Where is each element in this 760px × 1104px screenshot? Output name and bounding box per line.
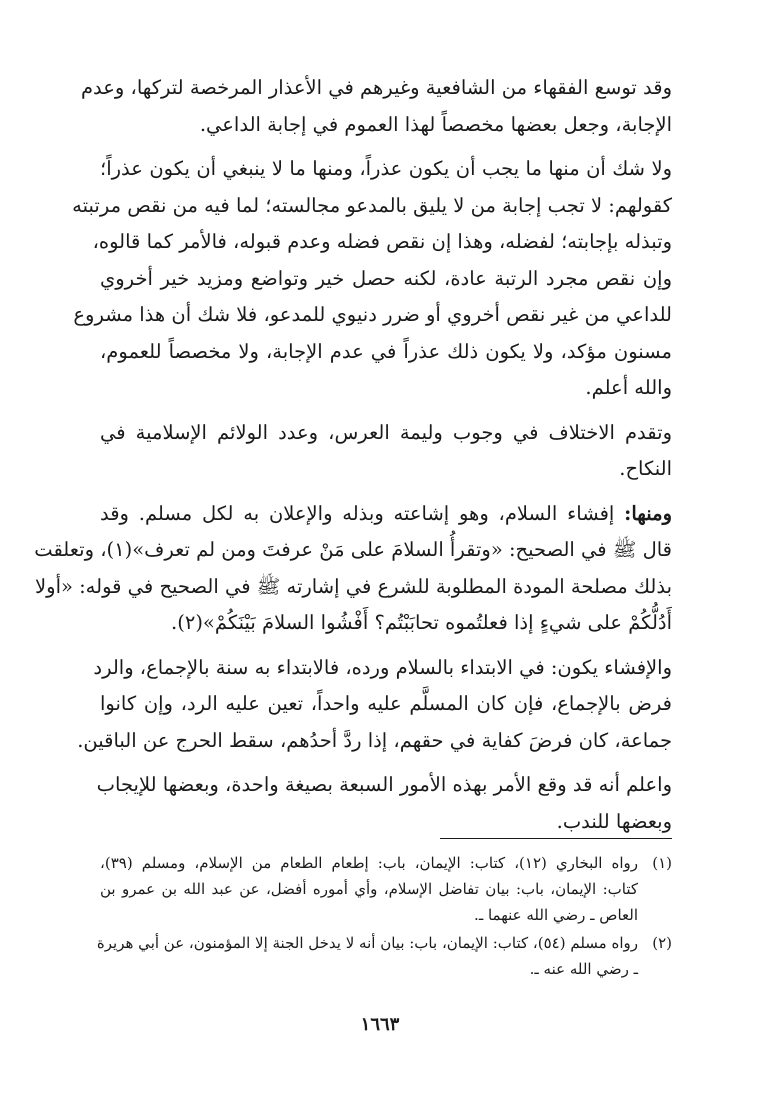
text-line: وتقدم الاختلاف في وجوب وليمة العرس، وعدد الولائم الإسلامية في: [100, 420, 672, 444]
text-line: وقد توسع الفقهاء من الشافعية وغيرهم في الأعذار المرخصة لتركها، وعدم: [80, 76, 672, 99]
footnote-line: رواه مسلم (٥٤)، كتاب: الإيمان، باب: بيان أنه لا يدخل الجنة إلا المؤمنون، عن أبي هريرة: [96, 934, 638, 952]
paragraph-lead: ومنها:: [624, 501, 672, 525]
text-line: واعلم أنه قد وقع الأمر بهذه الأمور السبعة بصيغة واحدة، وبعضها للإيجاب: [96, 773, 672, 796]
main-text: [34, 70, 672, 848]
text-line: الإجابة، وجعل بعضها مخصصاً لهذا العموم في إجابة الداعي.: [199, 112, 672, 136]
footnote-2: [96, 930, 672, 982]
footnote-body: [100, 850, 638, 928]
footnotes: [96, 850, 672, 984]
text-line: والله أعلم.: [585, 376, 672, 399]
footnote-line: ـ رضي الله عنه ـ.: [529, 960, 638, 978]
text-line: قال ﷺ في الصحيح: «وتقرأُ السلامَ على مَنْ عرفتَ ومن لم تعرف»(١)، وتعلقت: [34, 538, 672, 561]
page-number: ١٦٦٣: [360, 1014, 400, 1035]
text-line: وبعضها للندب.: [556, 809, 672, 833]
footnote-line: العاص ـ رضي الله عنهما ـ.: [474, 906, 638, 924]
paragraph-5: [77, 650, 672, 760]
text-line: ولا شك أن منها ما يجب أن يكون عذراً، ومنها ما لا ينبغي أن يكون عذراً؛: [100, 157, 672, 180]
text-line: النكاح.: [619, 457, 672, 480]
paragraph-1: [80, 70, 672, 143]
footnote-body: [97, 930, 638, 982]
paragraph-3: [100, 415, 672, 488]
text-line: بذلك مصلحة المودة المطلوبة للشرع في إشارته ﷺ في الصحيح في قوله: «أولا: [35, 574, 672, 598]
text-line: وإن نقص مجرد الرتبة عادة، لكنه حصل خير وتواضع ومزيد خير أخروي: [100, 266, 672, 290]
paragraph-4: [34, 496, 672, 642]
text-line: [100, 496, 672, 533]
footnote-number: (٢): [652, 934, 672, 952]
text-line: والإفشاء يكون: في الابتداء بالسلام ورده، فالابتداء به سنة بالإجماع، والرد: [93, 655, 672, 679]
text-line: فرض بالإجماع، فإن كان المسلَّم عليه واحداً، تعين عليه الرد، وإن كانوا: [100, 692, 672, 715]
text-line: جماعة، كان فرضَ كفاية في حقهم، إذا ردَّ أحدُهم، سقط الحرج عن الباقين.: [77, 728, 672, 752]
paragraph-6: [96, 767, 672, 840]
paragraph-2: [72, 151, 672, 407]
text-line: مسنون مؤكد، ولا يكون ذلك عذراً في عدم الإجابة، ولا مخصصاً للعموم،: [100, 339, 672, 363]
text-line: كقولهم: لا تجب إجابة من لا يليق بالمدعو مجالسته؛ لما فيه من نقص مرتبته: [72, 193, 672, 217]
footnote-line: رواه البخاري (١٢)، كتاب: الإيمان، باب: إطعام الطعام من الإسلام، ومسلم (٣٩)،: [100, 854, 638, 872]
footnote-separator: [440, 838, 672, 839]
footnote-line: كتاب: الإيمان، باب: بيان تفاضل الإسلام، وأي أموره أفضل، عن عبد الله بن عمرو بن: [100, 880, 638, 898]
footnote-number: (١): [652, 854, 672, 872]
text-line: للداعي من غير نقص أخروي أو ضرر دنيوي للمدعو، فلا شك أن هذا مشروع: [73, 303, 672, 326]
text-line: أَدُلُّكُمْ على شيءٍ إذا فعلتُموه تحابَبْتُم؟ أَفْشُوا السلامَ بَيْنَكُمْ»(٢).: [171, 611, 672, 634]
text-line-rest: إفشاء السلام، وهو إشاعته وبذله والإعلان به لكل مسلم. وقد: [100, 501, 615, 525]
text-line: وتبذله بإجابته؛ لفضله، وهذا إن نقص فضله وعدم قبوله، فالأمر كما قالوه،: [92, 230, 672, 253]
footnote-1: [100, 850, 672, 928]
